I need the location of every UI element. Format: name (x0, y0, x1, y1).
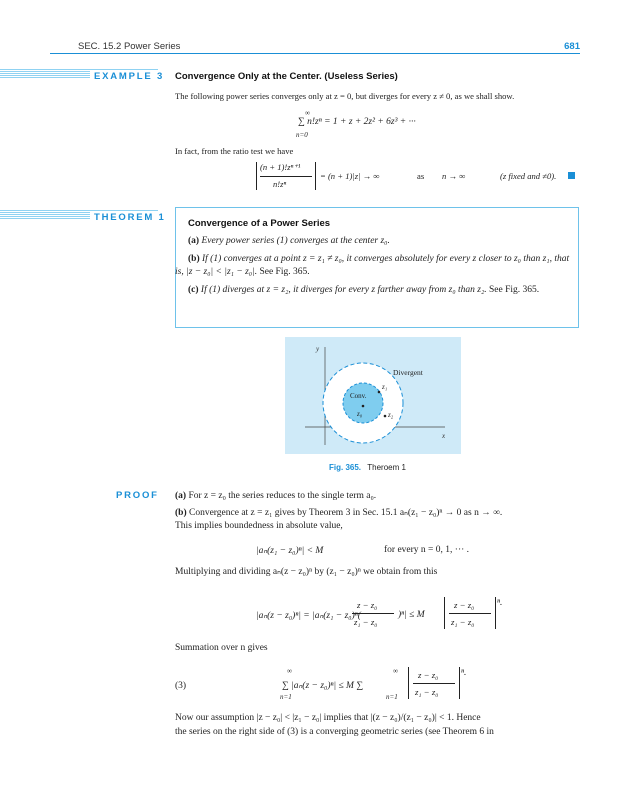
series-formula: ∑ n!zⁿ = 1 + z + 2z² + 6z³ + ··· (298, 117, 416, 127)
eq-frac-num: z − z₀ (357, 600, 378, 610)
final-text-line1: Now our assumption |z − z₀| < |z₁ − z₀| implies that |(z − z₀)/(z₁ − z₀)| < 1. Hence (175, 713, 481, 723)
final-text-line2: the series on the right side of (3) is a converging geometric series (see Theorem 6 in (175, 727, 494, 737)
point-z2 (384, 415, 387, 418)
eq-frac2-num: z − z₀ (454, 600, 475, 610)
part-c-label: (c) (188, 285, 199, 295)
z0-label: z₀ (357, 410, 363, 418)
running-header: SEC. 15.2 Power Series (78, 41, 181, 52)
divergent-label: Divergent (393, 368, 423, 377)
theorem-part-c (175, 284, 575, 297)
part-b-text: If (1) converges at a point z = z₁ ≠ z₀, it converges absolutely for every z closer to z₀ than z₁, that is, |z − z₀| < |z₁ − z₀|. (175, 254, 570, 277)
eq-mid: )ⁿ| ≤ M (398, 610, 425, 620)
eq3-end: ⁿ. (461, 668, 467, 678)
proof-label: PROOF (116, 490, 159, 501)
ratio-intro: In fact, from the ratio test we have (175, 146, 294, 156)
end-of-example-icon (568, 172, 575, 179)
proof-b-text2: This implies boundedness in absolute value, (175, 521, 343, 531)
point-z1 (378, 391, 381, 394)
theorem-part-a (188, 235, 572, 248)
figure-caption-number: Fig. 365. (329, 463, 362, 472)
bound-formula: |aₙ(z₁ − z₀)ⁿ| < M (256, 546, 324, 556)
theorem-label: THEOREM 1 (90, 212, 166, 223)
header-rule (50, 53, 580, 54)
example-intro: The following power series converges only at z = 0, but diverges for every z ≠ 0, as we shall show. (175, 91, 515, 101)
eq3-frac-den: z₁ − z₀ (415, 687, 439, 697)
eq3-lower-limit-2: n=1 (386, 693, 398, 701)
example-title: Convergence Only at the Center. (Useless Series) (175, 71, 398, 82)
eq3-abs-right (459, 667, 460, 699)
part-a-text: Every power series (1) converges at the center z₀. (201, 236, 390, 246)
center-point-z0 (362, 405, 365, 408)
eq3-frac-num: z − z₀ (418, 670, 439, 680)
eq3-upper-limit-2: ∞ (393, 667, 398, 675)
abs-bar-left (256, 162, 257, 190)
summation-text: Summation over n gives (175, 643, 268, 653)
conv-label: Conv. (350, 392, 367, 400)
figure-caption (329, 463, 406, 472)
ratio-as: as (417, 171, 425, 181)
proof-part-b (175, 507, 502, 520)
ratio-fraction-line (260, 176, 312, 177)
part-b-label: (b) (188, 254, 200, 264)
figure-365-diagram (285, 337, 461, 454)
eq-frac2-den: z₁ − z₀ (451, 617, 475, 627)
eq-frac-den: z₁ − z₀ (354, 617, 378, 627)
z1-label: z₁ (382, 383, 388, 391)
eq3-abs-left (408, 667, 409, 699)
proof-a-label: (a) (175, 491, 187, 501)
abs-bar-right (315, 162, 316, 190)
multiply-text: Multiplying and dividing aₙ(z − z₀)ⁿ by (z₁ − z₀)ⁿ we obtain from this (175, 567, 438, 577)
eq-end: ⁿ. (497, 598, 503, 608)
ratio-numerator: (n + 1)!zⁿ⁺¹ (260, 162, 301, 172)
z2-label: z₂ (388, 411, 394, 419)
eq-left: |aₙ(z − z₀)ⁿ| = |aₙ(z₁ − z₀)ⁿ( (256, 611, 361, 621)
proof-part-a (175, 490, 376, 503)
part-c-ref: See Fig. 365. (489, 285, 540, 295)
proof-a-text: For z = z₀ the series reduces to the single term a₀. (188, 491, 377, 501)
part-b-ref: See Fig. 365. (259, 267, 310, 277)
proof-b-label: (b) (175, 508, 187, 518)
convergence-disk (343, 383, 383, 423)
eq-abs-right (495, 597, 496, 629)
bound-condition: for every n = 0, 1, ··· . (384, 545, 470, 555)
eq-frac-line (352, 613, 394, 614)
figure-365 (285, 337, 461, 454)
ratio-limit: n → ∞ (442, 171, 466, 181)
eq3-upper-limit-1: ∞ (287, 667, 292, 675)
series-upper-limit: ∞ (305, 109, 310, 117)
page-number: 681 (564, 41, 580, 52)
ratio-rhs: = (n + 1)|z| → ∞ (320, 171, 380, 181)
proof-b-text: Convergence at z = z₁ gives by Theorem 3 in Sec. 15.1 aₙ(z₁ − z₀)ⁿ → 0 as n → ∞. (189, 508, 503, 518)
figure-caption-text: Theroem 1 (367, 463, 406, 472)
eq3-lhs: ∑ |aₙ(z − z₀)ⁿ| ≤ M ∑ (282, 681, 364, 691)
part-a-label: (a) (188, 236, 200, 246)
eq3-lower-limit-1: n=1 (280, 693, 292, 701)
eq-frac2-line (449, 613, 491, 614)
series-lower-limit: n=0 (296, 131, 308, 139)
eq-abs-left (444, 597, 445, 629)
x-axis-label: x (442, 432, 446, 440)
ratio-denominator: n!zⁿ (273, 179, 287, 189)
y-axis-label: y (316, 345, 320, 353)
ratio-note: (z fixed and ≠0). (500, 171, 557, 181)
eq3-frac-line (413, 683, 455, 684)
part-c-text: If (1) diverges at z = z₂, it diverges for every z farther away from z₀ than z₂. (200, 285, 487, 295)
example-label: EXAMPLE 3 (90, 71, 164, 82)
eq3-number: (3) (175, 681, 187, 691)
theorem-title: Convergence of a Power Series (188, 218, 331, 229)
theorem-part-b (175, 253, 575, 279)
